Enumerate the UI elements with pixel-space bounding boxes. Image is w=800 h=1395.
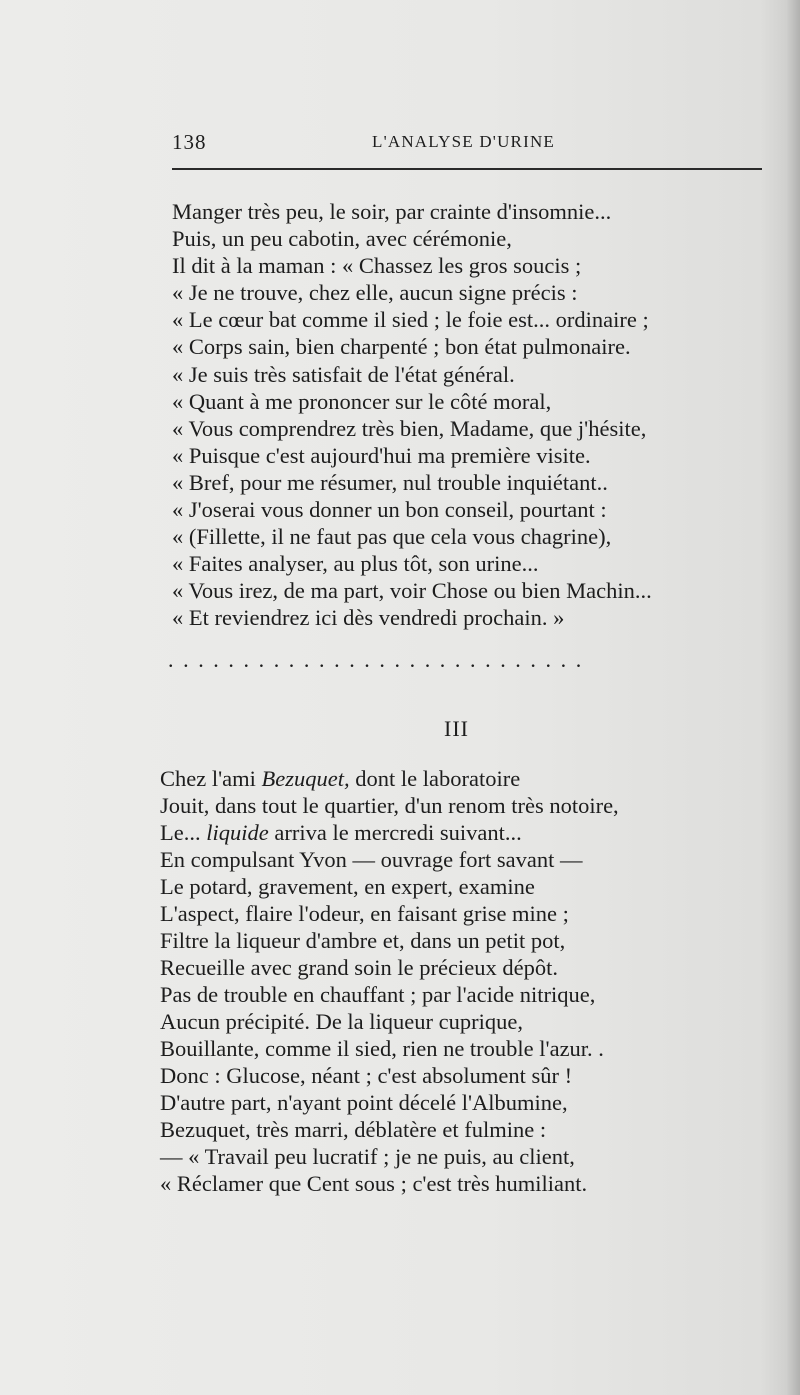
verse-line: « Puisque c'est aujourd'hui ma première visite. <box>172 442 591 468</box>
verse-line: L'aspect, flaire l'odeur, en faisant grise mine ; <box>160 901 569 926</box>
stanza-1 <box>172 198 652 632</box>
verse-line: Pas de trouble en chauffant ; par l'acide nitrique, <box>160 982 596 1007</box>
stanza-2 <box>160 765 619 1197</box>
verse-line: « Vous comprendrez très bien, Madame, que j'hésite, <box>172 415 647 441</box>
verse-line: Manger très peu, le soir, par crainte d'insomnie... <box>172 199 612 224</box>
verse-line: — « Travail peu lucratif ; je ne puis, au client, <box>160 1144 575 1169</box>
verse-line: « Je ne trouve, chez elle, aucun signe précis : <box>172 280 578 306</box>
verse-line: Il dit à la maman : « Chassez les gros soucis ; <box>172 253 582 279</box>
verse-line: Filtre la liqueur d'ambre et, dans un petit pot, <box>160 928 566 953</box>
verse-line: Le... liquide arriva le mercredi suivant... <box>160 820 522 845</box>
verse-line: Donc : Glucose, néant ; c'est absolument sûr ! <box>160 1063 573 1088</box>
page-edge-shadow <box>786 0 800 1395</box>
verse-line: « Bref, pour me résumer, nul trouble inquiétant.. <box>172 469 608 495</box>
verse-line: « Faites analyser, au plus tôt, son urine... <box>172 551 539 577</box>
verse-line: D'autre part, n'ayant point décelé l'Albumine, <box>160 1090 568 1115</box>
italic-word: liquide <box>206 820 269 845</box>
verse-line: Recueille avec grand soin le précieux dépôt. <box>160 955 558 980</box>
page-number: 138 <box>172 130 207 154</box>
page-header <box>172 130 762 154</box>
verse-line: Le potard, gravement, en expert, examine <box>160 874 535 899</box>
ellipsis-row: ............................ <box>168 647 591 672</box>
section-number: III <box>444 716 469 741</box>
verse-line: « Corps sain, bien charpenté ; bon état pulmonaire. <box>172 334 631 360</box>
verse-line: Bezuquet, très marri, déblatère et fulmine : <box>160 1117 547 1142</box>
verse-line: « Réclamer que Cent sous ; c'est très humiliant. <box>160 1171 588 1196</box>
verse-line: Chez l'ami Bezuquet, dont le laboratoire <box>160 766 521 791</box>
verse-line: « Le cœur bat comme il sied ; le foie est... ordinaire ; <box>172 307 649 333</box>
verse-line: « Et reviendrez ici dès vendredi prochain. » <box>172 605 565 631</box>
italic-name: Bezuquet, <box>261 766 350 791</box>
verse-line: « (Fillette, il ne faut pas que cela vous chagrine), <box>172 524 612 550</box>
verse-line: Bouillante, comme il sied, rien ne trouble l'azur. . <box>160 1036 604 1061</box>
verse-line: « Vous irez, de ma part, voir Chose ou bien Machin... <box>172 578 652 604</box>
running-title: L'ANALYSE D'URINE <box>372 132 556 151</box>
verse-line: Jouit, dans tout le quartier, d'un renom très notoire, <box>160 793 619 818</box>
verse-line: En compulsant Yvon — ouvrage fort savant — <box>160 847 583 872</box>
verse-line: « J'oserai vous donner un bon conseil, pourtant : <box>172 497 607 523</box>
verse-line: « Quant à me prononcer sur le côté moral, <box>172 388 552 414</box>
verse-line: « Je suis très satisfait de l'état général. <box>172 361 515 387</box>
verse-line: Aucun précipité. De la liqueur cuprique, <box>160 1009 523 1034</box>
verse-line: Puis, un peu cabotin, avec cérémonie, <box>172 226 512 252</box>
header-rule <box>172 168 762 170</box>
